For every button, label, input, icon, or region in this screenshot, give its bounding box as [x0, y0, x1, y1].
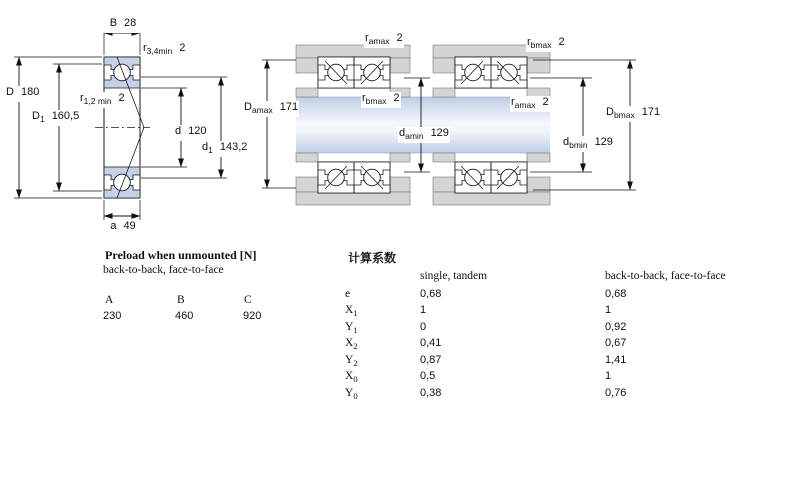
factor-base: X — [345, 304, 354, 316]
calculation-factors-section — [345, 248, 775, 401]
dim-label-rbmax-b — [526, 36, 566, 52]
dim-label-d — [174, 125, 207, 141]
factor-btb-ftf: 1 — [605, 304, 612, 316]
dim-label-dbmin — [562, 136, 614, 152]
factor-single-tandem: 0,87 — [420, 354, 442, 366]
dim-symbol: d — [202, 141, 209, 153]
dim-value: 49 — [123, 220, 136, 232]
dim-subscript: amax — [368, 36, 390, 46]
dim-label-damin — [398, 127, 450, 143]
factor-single-tandem: 0,41 — [420, 337, 442, 349]
dim-label-Damax — [243, 101, 299, 117]
factor-base: Y — [345, 321, 354, 333]
factor-btb-ftf: 0,67 — [605, 337, 627, 349]
dim-subscript: bmax — [530, 40, 552, 50]
dim-symbol: r — [511, 96, 515, 108]
dim-value: 171 — [279, 101, 299, 113]
factor-btb-ftf: 0,92 — [605, 321, 627, 333]
dim-label-a — [103, 220, 143, 236]
dim-label-D — [5, 86, 40, 102]
factors-title: 计算系数 — [348, 251, 397, 265]
dim-subscript: 1 — [208, 145, 213, 155]
dim-symbol: d — [175, 125, 182, 137]
dim-value: 129 — [430, 127, 449, 139]
factor-symbol — [345, 387, 358, 401]
dim-symbol: D — [244, 101, 252, 113]
preload-value-B: 460 — [175, 310, 194, 322]
preload-col-header-B: B — [177, 294, 185, 306]
dim-symbol: r — [362, 92, 366, 104]
dim-subscript: 1 — [39, 114, 45, 124]
preload-subtitle: back-to-back, face-to-face — [103, 264, 224, 276]
factor-single-tandem: 0 — [420, 321, 427, 333]
dim-symbol: D — [32, 110, 40, 122]
factor-symbol — [345, 354, 358, 368]
factor-single-tandem: 1 — [420, 304, 427, 316]
dim-subscript: amax — [251, 105, 273, 115]
dim-label-Dbmax — [605, 106, 661, 122]
factor-symbol — [345, 321, 358, 335]
factor-btb-ftf: 1 — [605, 370, 612, 382]
dim-value: 143,2 — [219, 141, 248, 153]
figure-bearing-cross-section — [95, 57, 150, 198]
dim-value: 160,5 — [51, 110, 80, 122]
factor-btb-ftf: 0,68 — [605, 288, 627, 300]
factor-single-tandem: 0,5 — [420, 370, 436, 382]
factor-symbol — [345, 370, 358, 384]
factor-symbol — [345, 337, 358, 351]
factor-sub: 2 — [353, 341, 358, 351]
factor-single-tandem: 0,68 — [420, 288, 442, 300]
dim-label-r34min — [142, 42, 186, 58]
dim-value: 180 — [20, 86, 40, 98]
dim-value: 28 — [124, 17, 137, 29]
factor-sub: 1 — [353, 308, 358, 318]
dim-subscript: 1,2 min — [83, 96, 112, 106]
dim-value: 2 — [393, 92, 400, 104]
factor-symbol — [345, 288, 350, 302]
dim-value: 2 — [542, 96, 549, 108]
dim-symbol: B — [109, 17, 118, 29]
preload-value-A: 230 — [103, 310, 122, 322]
dim-subscript: 3,4min — [146, 46, 173, 56]
factor-base: Y — [345, 387, 354, 399]
factor-sub: 0 — [353, 391, 358, 401]
dim-subscript: bmin — [569, 140, 588, 150]
dim-subscript: amax — [514, 100, 536, 110]
dim-value: 120 — [188, 125, 207, 137]
factors-col1-header: single, tandem — [420, 270, 488, 282]
preload-col-header-A: A — [105, 294, 114, 306]
preload-section — [103, 248, 333, 332]
preload-col-header-C: C — [244, 294, 252, 306]
dim-value: 129 — [594, 136, 613, 148]
dim-subscript: amin — [405, 131, 424, 141]
dim-label-D1 — [31, 110, 80, 126]
dim-symbol: d — [399, 127, 406, 139]
preload-value-C: 920 — [243, 310, 262, 322]
factor-base: X — [345, 337, 354, 349]
factor-sub: 1 — [353, 325, 358, 335]
preload-title: Preload when unmounted [N] — [105, 248, 257, 262]
dim-subscript: bmax — [365, 96, 387, 106]
dim-symbol: d — [563, 136, 570, 148]
factor-sub: 2 — [353, 358, 358, 368]
factor-sub: 0 — [353, 374, 358, 384]
dim-label-r12min — [79, 92, 126, 108]
dim-label-B — [103, 17, 143, 33]
dim-label-d1 — [201, 141, 248, 157]
dim-symbol: r — [80, 92, 84, 104]
factors-col2-header: back-to-back, face-to-face — [605, 270, 726, 282]
factor-base: Y — [345, 354, 354, 366]
dim-value: 2 — [118, 92, 125, 104]
dim-symbol: r — [365, 32, 369, 44]
factor-single-tandem: 0,38 — [420, 387, 442, 399]
dim-value: 2 — [396, 32, 403, 44]
factor-btb-ftf: 1,41 — [605, 354, 627, 366]
dim-value: 171 — [641, 106, 661, 118]
dim-subscript: bmax — [613, 110, 635, 120]
factor-base: X — [345, 370, 354, 382]
figure3-dimension-lines — [583, 60, 630, 190]
factor-base: e — [345, 288, 351, 300]
factor-symbol — [345, 304, 358, 318]
dim-label-ramax-b — [510, 96, 550, 112]
dim-symbol: D — [606, 106, 614, 118]
dim-value: 2 — [179, 42, 186, 54]
dim-label-ramax-a — [364, 32, 404, 48]
dim-value: 2 — [558, 36, 565, 48]
dim-label-rbmax-a — [361, 92, 401, 108]
dim-symbol: r — [143, 42, 147, 54]
dim-symbol: r — [527, 36, 531, 48]
dim-symbol: a — [110, 220, 117, 232]
factor-btb-ftf: 0,76 — [605, 387, 627, 399]
dim-symbol: D — [6, 86, 14, 98]
